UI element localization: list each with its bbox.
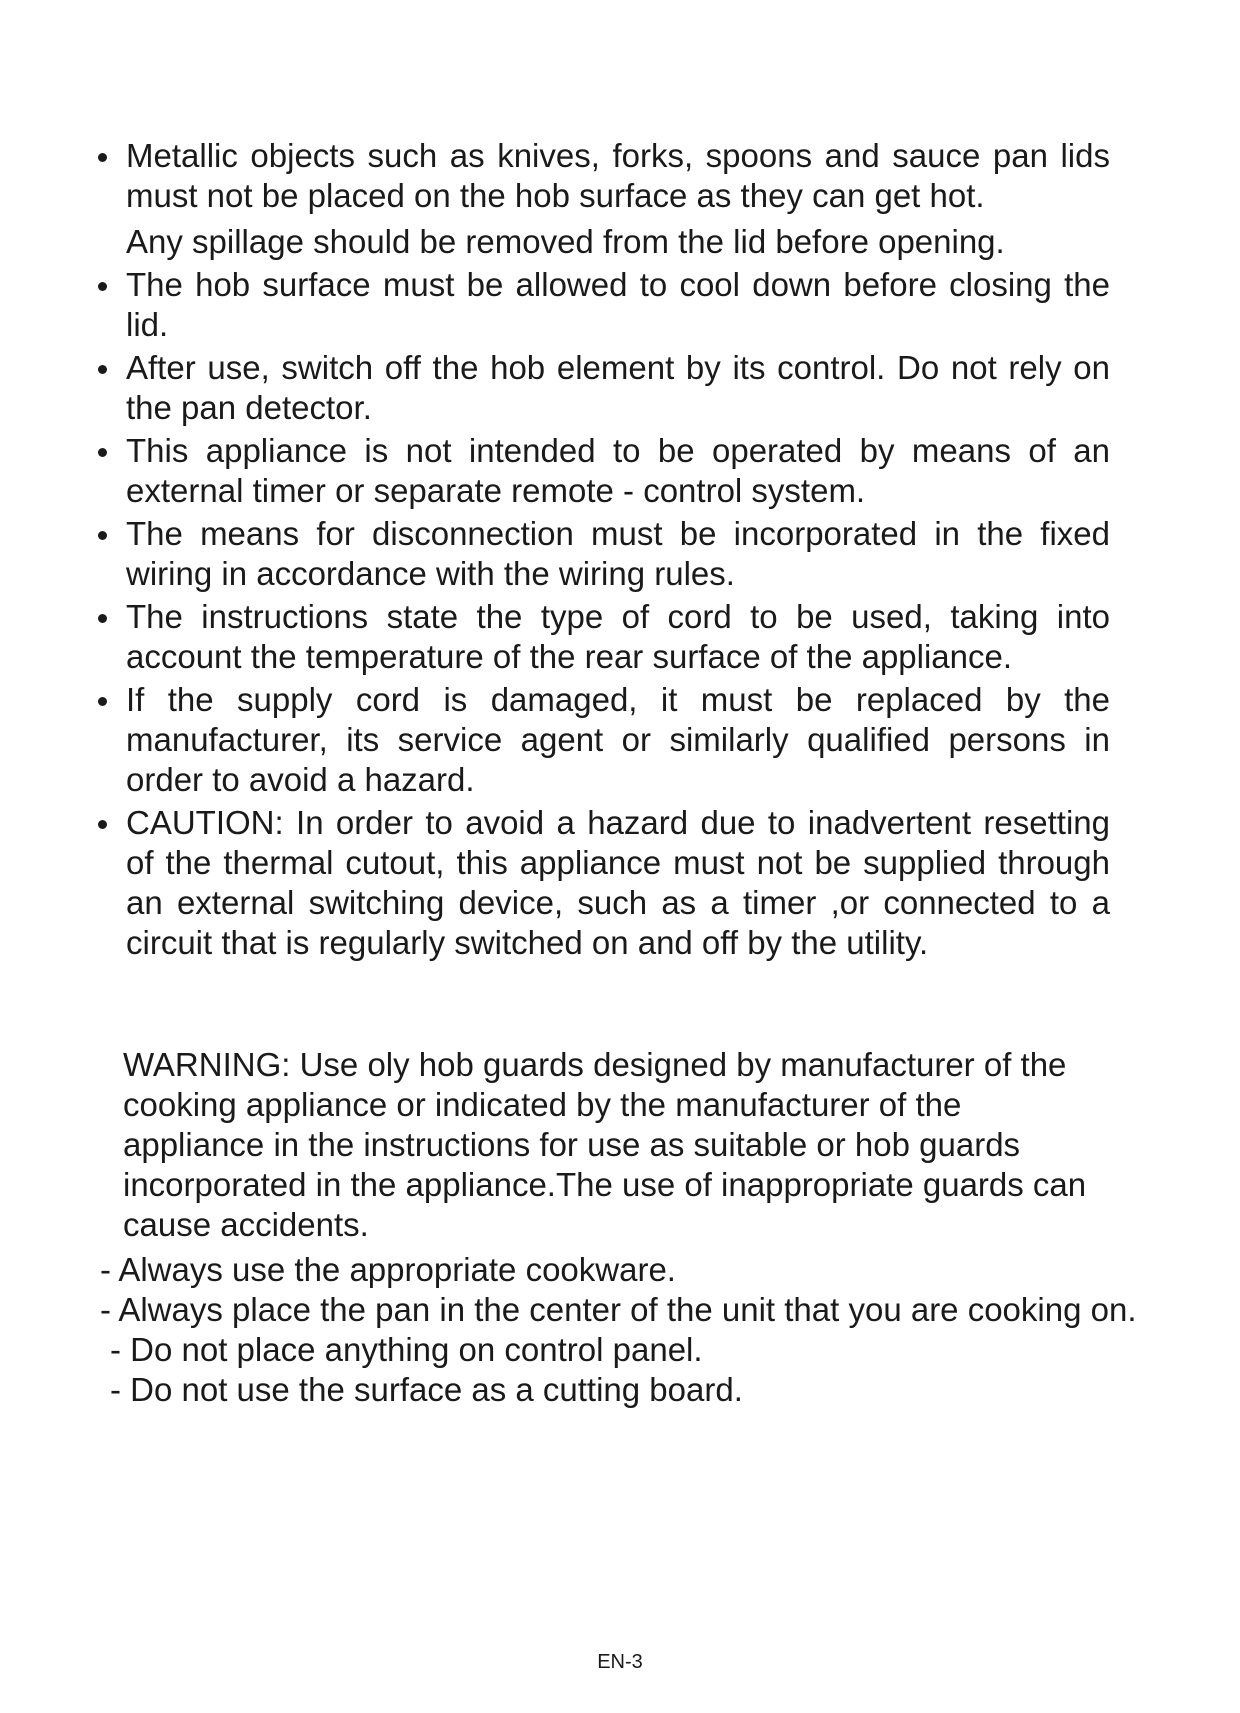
- bullet-item-disconnection: [98, 514, 1110, 594]
- bullet-text: Metallic objects such as knives, forks, spoons and sauce pan lids must not be placed on the hob surface as they can get hot.: [126, 137, 1110, 214]
- bullet-item-cool-down: [98, 265, 1110, 345]
- bullet-dot-icon: [98, 531, 107, 540]
- bullet-text: The hob surface must be allowed to cool down before closing the lid.: [126, 266, 1110, 343]
- bullet-text: This appliance is not intended to be operated by means of an external timer or separate remote - control system.: [126, 432, 1110, 509]
- bullet-dot-icon: [98, 614, 107, 623]
- bullet-dot-icon: [98, 282, 107, 291]
- bullet-text: CAUTION: In order to avoid a hazard due to inadvertent resetting of the thermal cutout, this appliance must not be supplied through an external switching device, such as a timer ,or connected to a circuit that is regularly switched on and off by the utility.: [126, 804, 1110, 961]
- dash-item-cutting-board: - Do not use the surface as a cutting board.: [110, 1371, 743, 1408]
- bullet-text: The instructions state the type of cord to be used, taking into account the temperature of the rear surface of the appliance.: [126, 598, 1110, 675]
- bullet-text: The means for disconnection must be incorporated in the fixed wiring in accordance with the wiring rules.: [126, 515, 1110, 592]
- bullet-item-external-timer: [98, 431, 1110, 511]
- bullet-item-cord-type: [98, 597, 1110, 677]
- dash-item-control-panel: - Do not place anything on control panel.: [110, 1331, 703, 1368]
- bullet-dot-icon: [98, 448, 107, 457]
- bullet-item-switch-off: [98, 348, 1110, 428]
- bullet-item-caution: [98, 803, 1110, 963]
- bullet-subtext: Any spillage should be removed from the lid before opening.: [126, 223, 1005, 260]
- bullet-item-supply-cord: [98, 680, 1110, 800]
- bullet-dot-icon: [98, 153, 107, 162]
- safety-bullet-list: [98, 136, 1110, 966]
- bullet-dot-icon: [98, 820, 107, 829]
- bullet-item-metallic-objects: [98, 136, 1110, 262]
- cookware-dash-list: [100, 1250, 1210, 1410]
- warning-paragraph: WARNING: Use oly hob guards designed by manufacturer of the cooking appliance or indicated by the manufacturer of the appliance in the instructions for use as suitable or hob guards incorporated in the appliance.The use of inappropriate guards can cause accidents.: [123, 1046, 1087, 1243]
- bullet-text: If the supply cord is damaged, it must be replaced by the manufacturer, its service agent or similarly qualified persons in order to avoid a hazard.: [126, 681, 1110, 798]
- bullet-dot-icon: [98, 697, 107, 706]
- dash-item-cookware: - Always use the appropriate cookware.: [100, 1251, 676, 1288]
- page-number: EN-3: [597, 1651, 643, 1673]
- dash-item-center-pan: - Always place the pan in the center of the unit that you are cooking on.: [100, 1291, 1137, 1328]
- bullet-dot-icon: [98, 365, 107, 374]
- bullet-text: After use, switch off the hob element by its control. Do not rely on the pan detector.: [126, 349, 1110, 426]
